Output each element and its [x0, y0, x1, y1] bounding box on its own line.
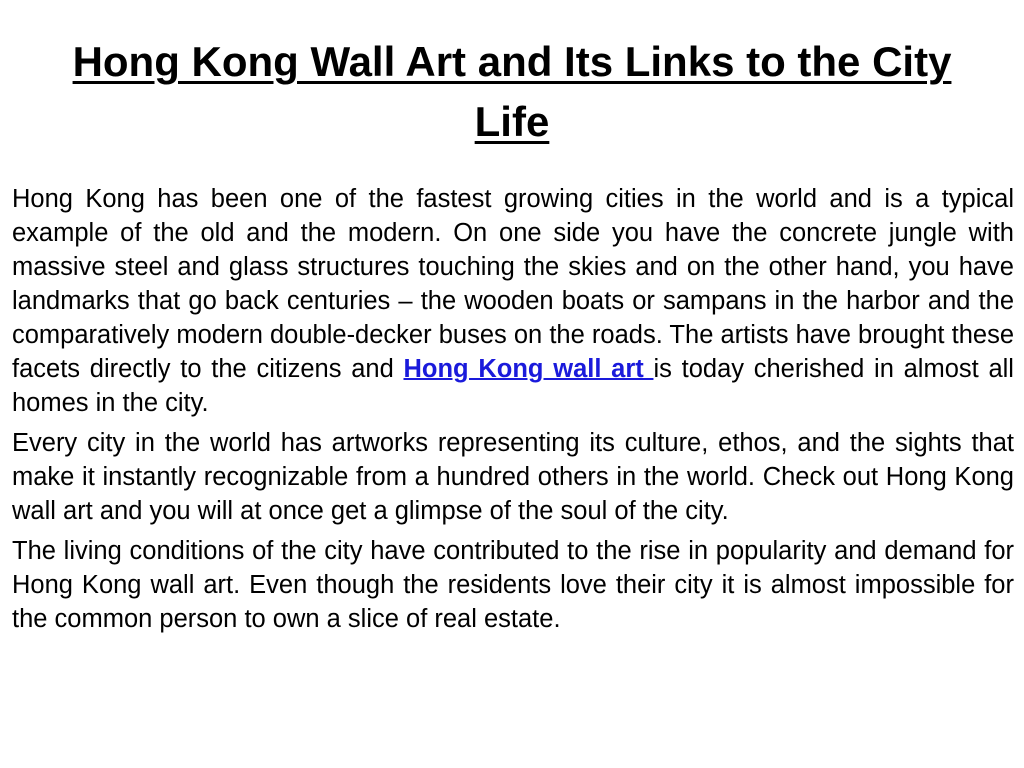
- content-body: [12, 182, 1014, 642]
- page-title: Hong Kong Wall Art and Its Links to the City Life: [72, 38, 952, 145]
- paragraph-intro: [12, 182, 1014, 420]
- paragraph-intro-text-end: is today cherished in almost all homes in the city.: [12, 355, 1014, 417]
- paragraph-intro-text: Hong Kong has been one of the fastest growing cities in the world and is a typical example of the old and the modern. On one side you have the concrete jungle with massive steel and glass structures touching the skies and on the other hand, you have landmarks that go back centuries – the wooden boats or sampans in the harbor and the comparatively modern double-decker buses on the roads. The artists have brought these facets directly to the citizens and: [12, 185, 1014, 383]
- paragraph-living-conditions: The living conditions of the city have contributed to the rise in popularity and demand for Hong Kong wall art. Even though the residents love their city it is almost impossible for the common person to own a slice of real estate.: [12, 537, 1014, 633]
- hong-kong-wall-art-link[interactable]: Hong Kong wall art: [403, 355, 654, 383]
- paragraph-culture: Every city in the world has artworks representing its culture, ethos, and the sights that make it instantly recognizable from a hundred others in the world. Check out Hong Kong wall art and you will at once get a glimpse of the soul of the city.: [12, 429, 1014, 525]
